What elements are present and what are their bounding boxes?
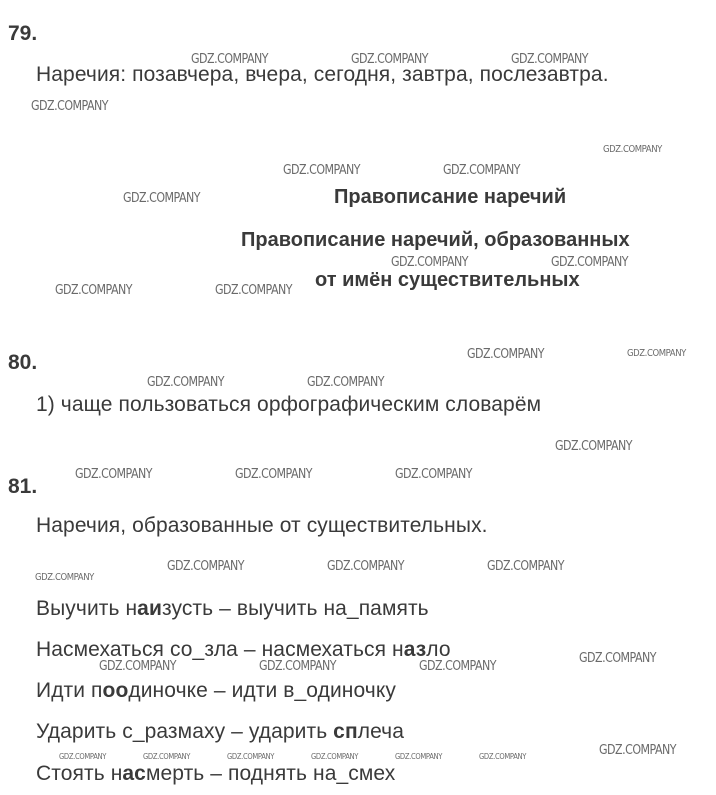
exercise-79-text: Наречия: позавчера, вчера, сегодня, завтра, послезавтра. [36,63,609,86]
watermark: GDZ.COMPANY [227,752,275,761]
exercise-81-line-1: Выучить наизусть – выучить на_память [36,597,429,620]
watermark: GDZ.COMPANY [627,348,686,359]
watermark: GDZ.COMPANY [55,283,133,298]
watermark: GDZ.COMPANY [167,559,245,574]
exercise-81-line-5: Стоять насмерть – поднять на_смех [36,762,396,785]
watermark: GDZ.COMPANY [59,752,107,761]
watermark: GDZ.COMPANY [259,659,337,674]
watermark: GDZ.COMPANY [283,163,361,178]
section-subtitle-line2: от имён существительных [315,269,580,291]
watermark: GDZ.COMPANY [551,255,629,270]
exercise-79-number: 79. [8,22,38,45]
watermark: GDZ.COMPANY [599,743,677,758]
watermark: GDZ.COMPANY [31,99,109,114]
watermark: GDZ.COMPANY [75,467,153,482]
watermark: GDZ.COMPANY [443,163,521,178]
watermark: GDZ.COMPANY [467,347,545,362]
watermark: GDZ.COMPANY [235,467,313,482]
watermark: GDZ.COMPANY [395,467,473,482]
exercise-81-number: 81. [8,475,38,498]
watermark: GDZ.COMPANY [487,559,565,574]
watermark: GDZ.COMPANY [191,52,269,67]
watermark: GDZ.COMPANY [395,752,443,761]
exercise-81-intro: Наречия, образованные от существительных. [36,514,488,537]
exercise-80-number: 80. [8,351,38,374]
watermark: GDZ.COMPANY [579,651,657,666]
section-title: Правописание наречий [334,186,567,208]
exercise-80-text: 1) чаще пользоваться орфографическим словарём [36,393,542,416]
watermark: GDZ.COMPANY [603,144,662,155]
watermark: GDZ.COMPANY [327,559,405,574]
section-subtitle-line1: Правописание наречий, образованных [241,229,630,251]
watermark: GDZ.COMPANY [147,375,225,390]
watermark: GDZ.COMPANY [391,255,469,270]
exercise-81-line-3: Идти поодиночке – идти в_одиночку [36,679,396,702]
watermark: GDZ.COMPANY [351,52,429,67]
watermark: GDZ.COMPANY [311,752,359,761]
watermark: GDZ.COMPANY [99,659,177,674]
watermark: GDZ.COMPANY [123,191,201,206]
watermark: GDZ.COMPANY [555,439,633,454]
watermark: GDZ.COMPANY [35,572,94,583]
exercise-81-line-4: Ударить с_размаху – ударить сплеча [36,720,405,743]
exercise-81-line-2: Насмехаться со_зла – насмехаться назло [36,638,451,661]
watermark: GDZ.COMPANY [215,283,293,298]
watermark: GDZ.COMPANY [307,375,385,390]
watermark: GDZ.COMPANY [511,52,589,67]
watermark: GDZ.COMPANY [479,752,527,761]
watermark: GDZ.COMPANY [419,659,497,674]
watermark: GDZ.COMPANY [143,752,191,761]
